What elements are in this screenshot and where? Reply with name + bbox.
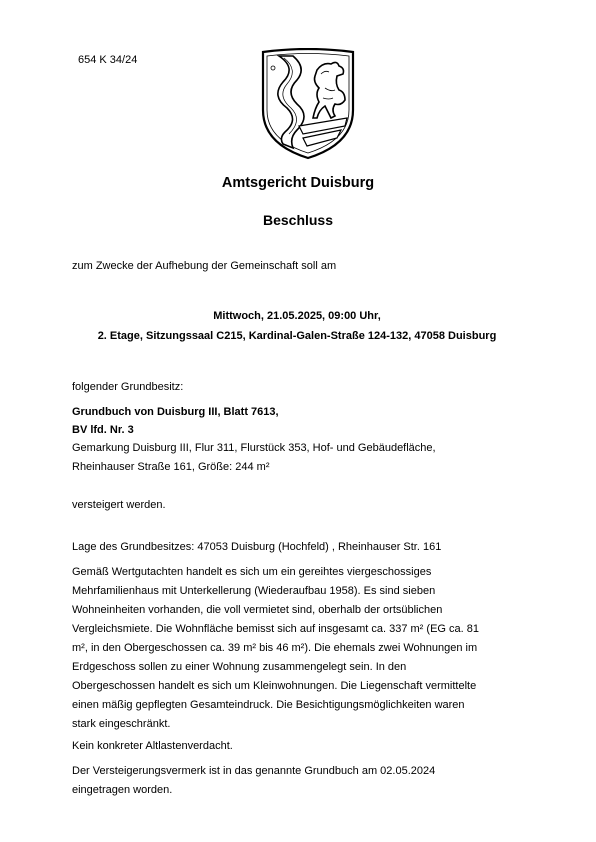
address-size-text: Rheinhauser Straße 161, Größe: 244 m² xyxy=(72,461,270,473)
property-location: Lage des Grundbesitzes: 47053 Duisburg (Hochfeld) , Rheinhauser Str. 161 xyxy=(72,541,442,553)
contamination-note: Kein konkreter Altlastenverdacht. xyxy=(72,740,233,752)
description-line: einen mäßig gepflegten Gesamteindruck. Die Besichtigungsmöglichkeiten waren xyxy=(72,699,465,711)
coat-of-arms-logo xyxy=(259,48,357,160)
description-line: Gemäß Wertgutachten handelt es sich um ein gereihtes viergeschossiges xyxy=(72,566,432,578)
auction-location: 2. Etage, Sitzungssaal C215, Kardinal-Galen-Straße 124-132, 47058 Duisburg xyxy=(97,330,497,342)
description-line: Erdgeschoss sollen zu einer Wohnung zusammengelegt sein. In den xyxy=(72,661,407,673)
document-heading: Beschluss xyxy=(262,212,334,228)
description-line: Obergeschossen handelt es sich um Kleinwohnungen. Die Liegenschaft vermittelte xyxy=(72,680,477,692)
file-number: 654 K 34/24 xyxy=(78,54,138,66)
property-intro: folgender Grundbesitz: xyxy=(72,381,184,393)
description-line: stark eingeschränkt. xyxy=(72,718,171,730)
grundbuch-reference: Grundbuch von Duisburg III, Blatt 7613, xyxy=(72,406,279,418)
auctioned-text: versteigert werden. xyxy=(72,499,166,511)
registration-line-1: Der Versteigerungsvermerk ist in das genannte Grundbuch am 02.05.2024 xyxy=(72,765,436,777)
description-line: Vergleichsmiete. Die Wohnfläche bemisst sich auf insgesamt ca. 337 m² (EG ca. 81 xyxy=(72,623,479,635)
bv-number: BV lfd. Nr. 3 xyxy=(72,424,134,436)
description-line: Wohneinheiten vorhanden, die voll vermietet sind, oberhalb der ortsüblichen xyxy=(72,604,443,616)
court-name: Amtsgericht Duisburg xyxy=(221,175,375,191)
intro-text: zum Zwecke der Aufhebung der Gemeinschaft soll am xyxy=(72,260,337,272)
property-description xyxy=(72,563,512,734)
auction-date: Mittwoch, 21.05.2025, 09:00 Uhr, xyxy=(213,310,381,322)
gemarkung-text: Gemarkung Duisburg III, Flur 311, Flurstück 353, Hof- und Gebäudefläche, xyxy=(72,442,436,454)
description-line: m², in den Obergeschossen ca. 39 m² bis 46 m²). Die ehemals zwei Wohnungen im xyxy=(72,642,478,654)
description-line: Mehrfamilienhaus mit Unterkellerung (Wiederaufbau 1958). Es sind sieben xyxy=(72,585,436,597)
registration-line-2: eingetragen worden. xyxy=(72,784,173,796)
